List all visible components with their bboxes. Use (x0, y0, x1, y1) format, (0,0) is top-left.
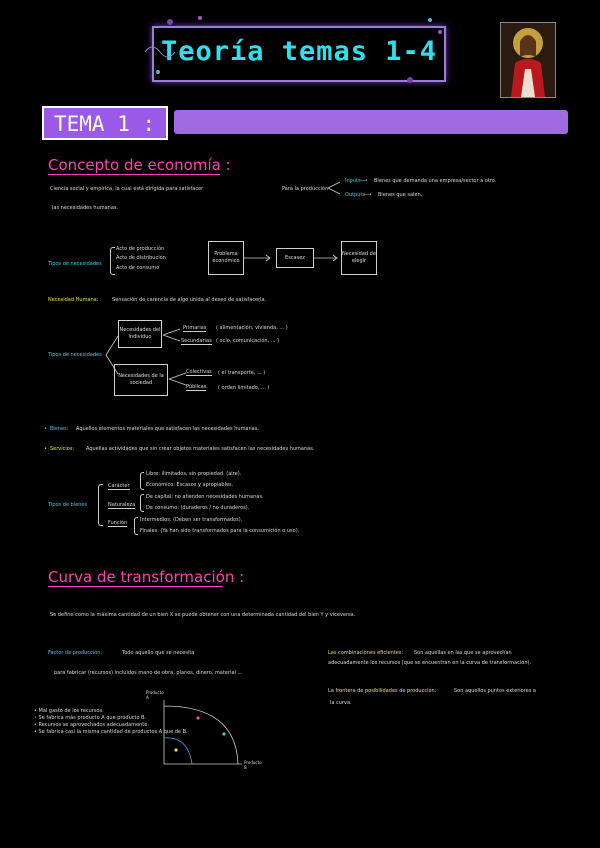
def-line-1: Ciencia social y empírica, la cual está dirigida para satisfacer (50, 186, 204, 192)
page-title: Teoría temas 1-4 (160, 36, 438, 67)
portrait-image (500, 22, 556, 98)
point-a (196, 716, 199, 719)
bien-consumo: De consumo: (duraderos / no duraderos). (146, 505, 250, 511)
bien-finales: Finales: (Ya han sido transformados para la consumición o uso). (140, 528, 300, 534)
box-nec-individuo: Necesidades del individuo (118, 320, 162, 348)
nec-humana-key: Necesidad Humana: (48, 297, 99, 303)
bienes-text: Aquellos elementos materiales que satisfacen las necesidades humanas. (76, 426, 259, 432)
note-item: • Se fabrica casi la misma cantidad de productos A que de B. (34, 729, 188, 735)
branch-lines (162, 326, 182, 346)
arrow-icon: ⟶ (364, 192, 372, 198)
outputs-text: Bienes que salen. (378, 192, 423, 198)
bien-economico: Económico: Escasos y apropiables. (146, 482, 234, 488)
caracter: Carácter (108, 483, 130, 489)
brace (110, 247, 115, 275)
brace (140, 494, 144, 512)
bien-libre: Libre: ilimitados, sin propiedad. (aire). (146, 471, 242, 477)
needs-type-item: Acto de consumo (116, 265, 160, 271)
inner-curve (164, 738, 192, 764)
split-arrow-icon (326, 178, 346, 198)
frontera-key: La frontera de posibilidades de producción: (328, 688, 437, 694)
secundarias-ex: ( ocio, comunicación, ... ) (216, 338, 280, 344)
inputs-text: Bienes que demanda una empresa/sector a otro. (374, 178, 497, 184)
heading-underline (48, 586, 223, 587)
branch-lines (168, 370, 188, 390)
point-inefficient (174, 748, 177, 751)
secundarias: Secundarias (181, 338, 212, 344)
combos-text-2: adecuadamente los recursos (que se encuentran en la curva de transformación). (328, 660, 532, 666)
ppf-curve (164, 706, 238, 764)
note-item: • Se fabrica más producto A que producto B. (34, 715, 147, 721)
combos-key: Las combinaciones eficientes: (328, 650, 404, 656)
factor-text-1: Todo aquello que se necesita (122, 650, 195, 656)
flow-box-escasez: Escasez (276, 248, 314, 268)
bien-capital: De capital: no atienden necesidades humanas. (146, 494, 264, 500)
nec-humana-text: Sensación de carencia de algo unida al deseo de satisfacerla. (112, 297, 267, 303)
servicios-text: Aquellas actividades que sin crear objetos materiales satisfacen las necesidades humanas. (86, 446, 315, 452)
heading-underline (48, 174, 220, 175)
brace (140, 472, 144, 490)
arrow-icon (244, 254, 274, 262)
tema-label-box (42, 106, 168, 140)
colectivas-ex: ( el transporte, ... ) (218, 370, 266, 376)
colectivas: Colectivas (186, 369, 212, 375)
servicios-key: Servicios: (50, 446, 75, 452)
curva-def: Se define como la máxima cantidad de un bien X se puede obtener con una determinada cantidad del bien Y y viceversa. (50, 612, 356, 618)
note-item: • Mal gasto de los recursos. (34, 708, 104, 714)
tipos-nec-label: Tipos de necesidades (48, 352, 102, 358)
brace (98, 484, 103, 526)
publicas-ex: ( orden limitado, ... ) (218, 385, 270, 391)
primarias: Primarias (183, 325, 207, 331)
needs-type-item: Acto de producción (116, 246, 165, 252)
point-efficient (222, 732, 225, 735)
inputs-key: Inputs (345, 178, 361, 184)
tema-label: TEMA 1 : (54, 112, 156, 136)
naturaleza: Naturaleza (108, 502, 136, 508)
frontera-text-2: la curva. (330, 700, 352, 706)
arrow-icon (313, 254, 341, 262)
outputs-key: Outputs (345, 192, 365, 198)
bienes-key: Bienes: (50, 426, 69, 432)
funcion: Función (108, 520, 128, 526)
box-nec-sociedad: Necesidades de la sociedad (114, 364, 168, 396)
needs-type-item: Acto de distribución (116, 255, 166, 261)
axis-x-label: Producto B (244, 760, 262, 770)
decorative-flourish (140, 12, 460, 92)
prod-label: Para la producción (282, 186, 329, 192)
tema-bar (174, 110, 568, 134)
needs-types-label: Tipos de necesidades (48, 261, 102, 267)
brace (134, 517, 138, 535)
def-line-2: las necesidades humanas. (52, 205, 119, 211)
section-heading-economia: Concepto de economía : (48, 156, 231, 174)
bien-intermedios: Intermedios: (Deben ser transformados). (140, 517, 243, 523)
flow-box-problema: Problema económico (208, 241, 244, 275)
arrow-icon: ⟶ (360, 178, 368, 184)
frontera-text-1: Son aquellos puntos exteriores a (454, 688, 536, 694)
bullet-icon: • (44, 446, 47, 452)
section-heading-curva: Curva de transformación : (48, 568, 245, 586)
bullet-icon: • (44, 426, 47, 432)
factor-text-2: para fabricar (recursos) incluidos mano de obra, planos, dinero, material ... (54, 670, 243, 676)
tipos-bienes-label: Tipos de bienes (48, 502, 88, 508)
note-item: • Recursos se aprovechados adecuadamente. (34, 722, 149, 728)
combos-text-1: Son aquellas en las que se aprovechan (414, 650, 512, 656)
factor-key: Factor de producción: (48, 650, 103, 656)
publicas: Públicas (186, 384, 207, 390)
primarias-ex: ( alimentación, vivienda, ... ) (216, 325, 288, 331)
axis-y-label: Producto A (146, 690, 164, 700)
flow-box-elegir: Necesidad de elegir (341, 241, 377, 275)
